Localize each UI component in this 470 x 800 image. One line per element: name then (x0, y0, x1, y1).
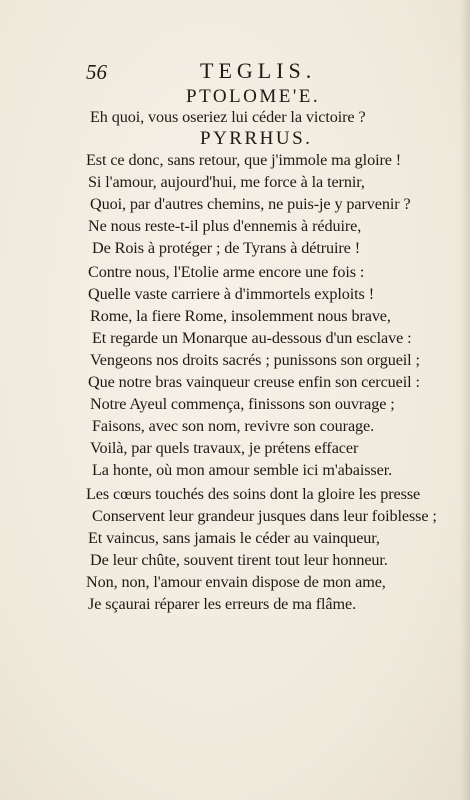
verse-line: De Rois à protéger ; de Tyrans à détruire ! (92, 239, 361, 257)
verse-line: Je sçaurai réparer les erreurs de ma flâme. (88, 595, 357, 613)
speaker-ptolomee: PTOLOME'E. (186, 86, 321, 107)
verse-line: Est ce donc, sans retour, que j'immole ma gloire ! (86, 151, 402, 169)
verse-line: Les cœurs touchés des soins dont la gloire les presse (86, 485, 421, 503)
verse-line: Et regarde un Monarque au-dessous d'un esclave : (92, 329, 412, 347)
running-head: TEGLIS. (200, 58, 317, 83)
verse-line: Contre nous, l'Etolie arme encore une fois : (88, 263, 365, 281)
verse-line: Rome, la fiere Rome, insolemment nous brave, (90, 307, 391, 325)
page-edge-shadow (460, 0, 470, 800)
verse-line: Que notre bras vainqueur creuse enfin son cercueil : (88, 373, 420, 391)
verse-line: De leur chûte, souvent tirent tout leur honneur. (90, 551, 388, 569)
verse-line: Ne nous reste-t-il plus d'ennemis à réduire, (88, 217, 362, 235)
verse-line: Vengeons nos droits sacrés ; punissons son orgueil ; (90, 351, 420, 369)
speaker-pyrrhus: PYRRHUS. (200, 128, 313, 149)
verse-line: Et vaincus, sans jamais le céder au vainqueur, (88, 529, 380, 547)
verse-line: Quoi, par d'autres chemins, ne puis-je y parvenir ? (90, 195, 411, 213)
verse-line: Quelle vaste carriere à d'immortels exploits ! (88, 285, 374, 303)
page-header (86, 58, 386, 86)
page-number: 56 (86, 60, 107, 84)
verse-line: Voilà, par quels travaux, je prétens effacer (90, 439, 359, 457)
verse-line: Faisons, avec son nom, revivre son courage. (92, 417, 375, 435)
verse-line: Si l'amour, aujourd'hui, me force à la ternir, (88, 173, 365, 191)
verse-line-ptolomee: Eh quoi, vous oseriez lui céder la victoire ? (90, 108, 366, 126)
verse-line: Non, non, l'amour envain dispose de mon ame, (86, 573, 386, 591)
verse-line: Notre Ayeul commença, finissons son ouvrage ; (90, 395, 395, 413)
verse-line: La honte, où mon amour semble ici m'abaisser. (92, 461, 393, 479)
verse-line: Conservent leur grandeur jusques dans leur foiblesse ; (92, 507, 437, 525)
